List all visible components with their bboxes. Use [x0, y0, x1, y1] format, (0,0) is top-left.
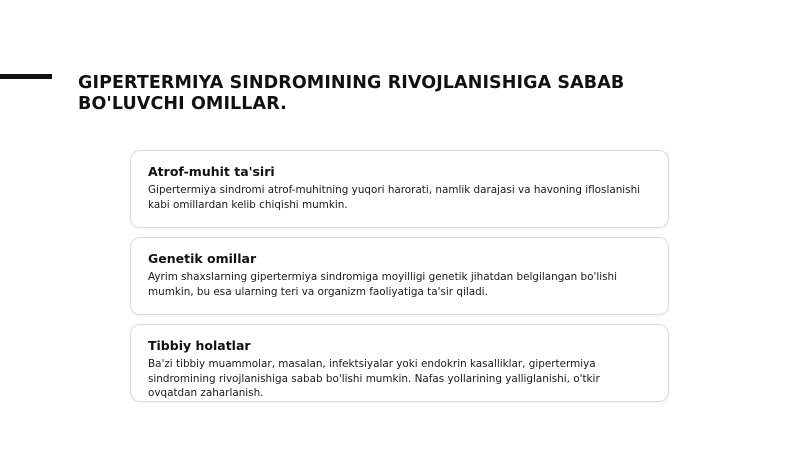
card-text: Gipertermiya sindromi atrof-muhitning yuqori harorati, namlik darajasi va havoning ifloslanishi kabi omillardan kelib chiqishi mumkin. [148, 184, 641, 211]
card-heading: Tibbiy holatlar [148, 338, 251, 353]
card-heading: Atrof-muhit ta'siri [148, 164, 275, 179]
factor-card-environment [130, 150, 669, 228]
factor-card-medical [130, 324, 669, 402]
card-heading: Genetik omillar [148, 251, 257, 266]
factor-card-genetic [130, 237, 669, 315]
title-accent-bar [0, 74, 52, 79]
slide-title: GIPERTERMIYA SINDROMINING RIVOJLANISHIGA SABAB BO'LUVCHI OMILLAR. [78, 73, 625, 114]
card-text: Ba'zi tibbiy muammolar, masalan, infektsiyalar yoki endokrin kasalliklar, gipertermiya sindromining rivojlanishiga sabab bo'lishi mumkin. Nafas yollarining yalliglanishi, o'tkir ovqatdan zaharlanish. [148, 358, 600, 399]
factor-card-list [130, 150, 669, 411]
card-text: Ayrim shaxslarning gipertermiya sindromiga moyilligi genetik jihatdan belgilangan bo'lishi mumkin, bu esa ularning teri va organizm faoliyatiga ta'sir qiladi. [148, 271, 618, 298]
